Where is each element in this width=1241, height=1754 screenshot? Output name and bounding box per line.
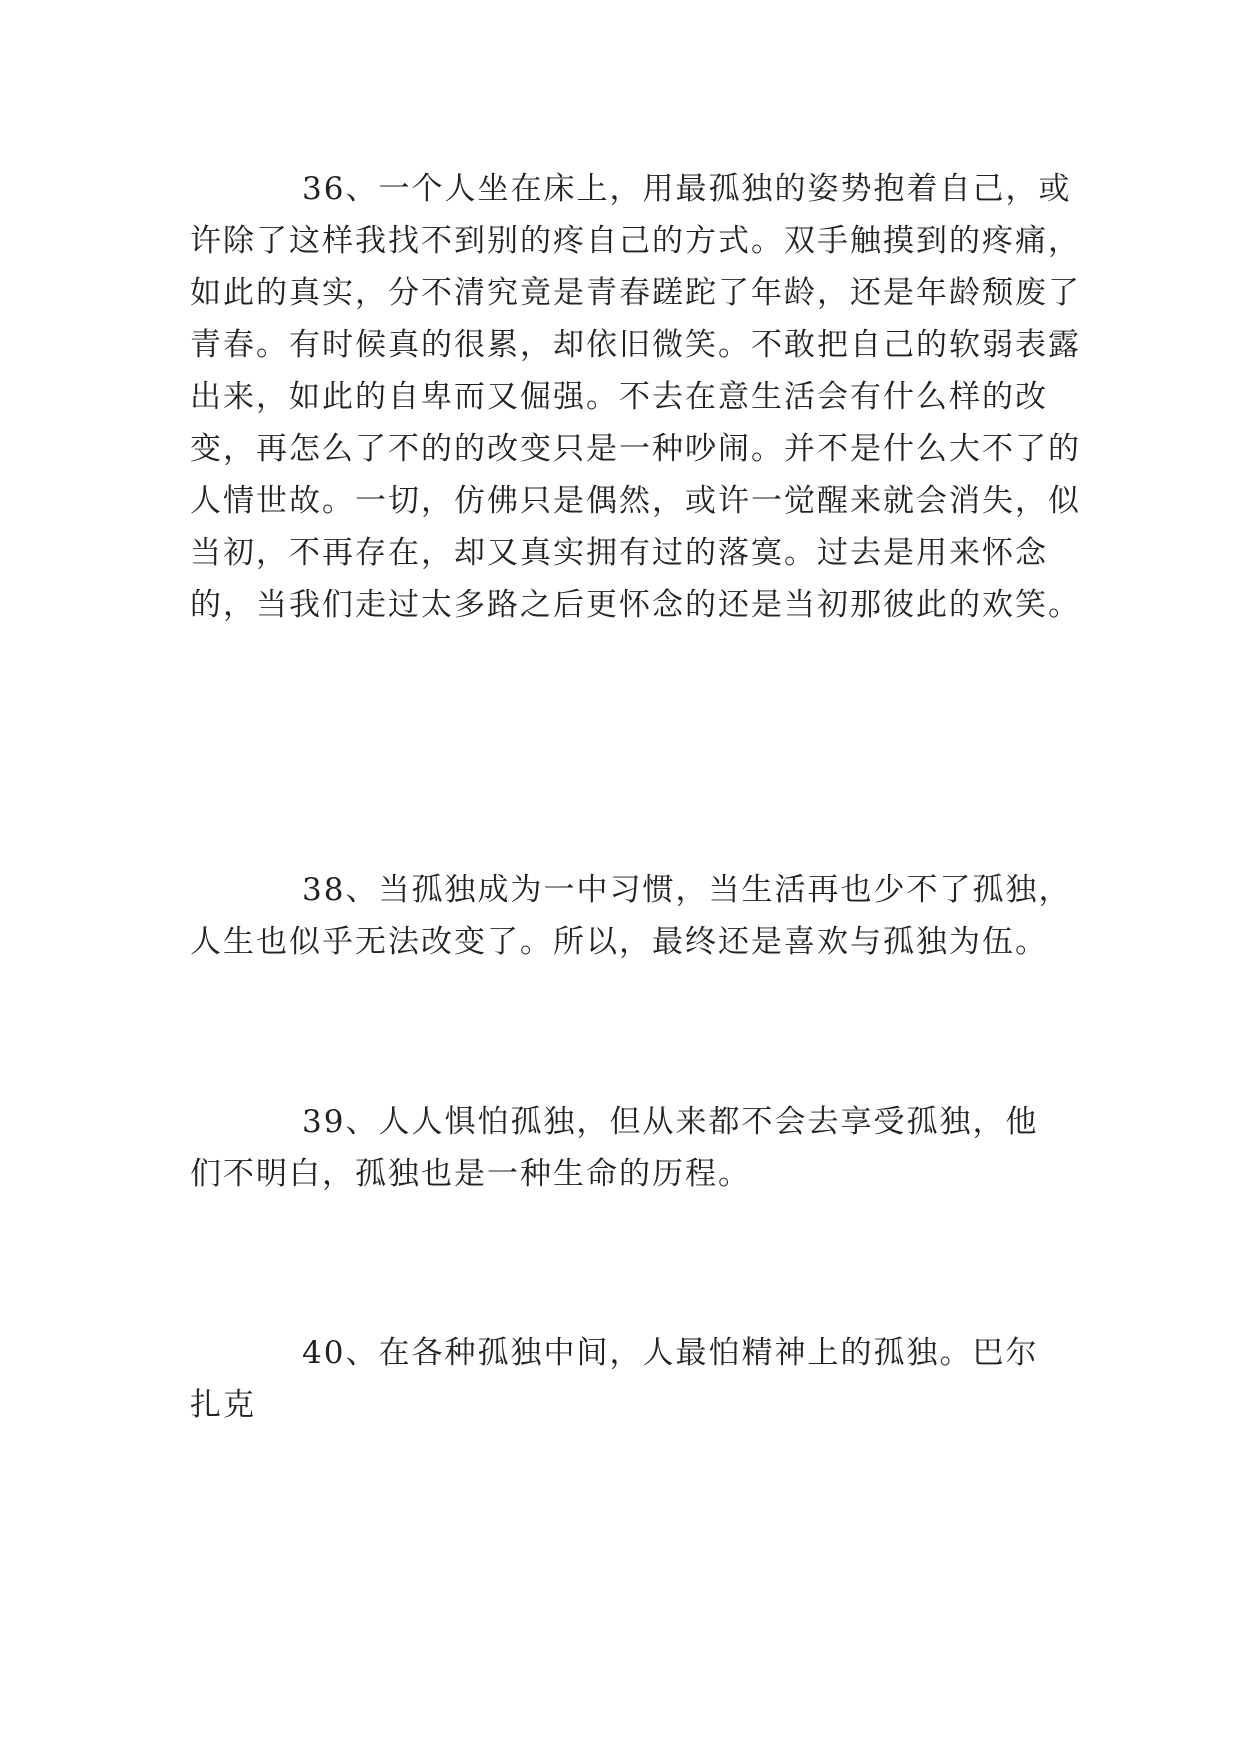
paragraph-36: 36、一个人坐在床上，用最孤独的姿势抱着自己，或许除了这样我找不到别的疼自己的方式。双手触摸到的疼痛，如此的真实，分不清究竟是青春蹉跎了年龄，还是年龄颓废了青春。有时候真的很累，却依旧微笑。不敢把自己的软弱表露出来，如此的自卑而又倔强。不去在意生活会有什么样的改变，再怎么了不的的改变只是一种吵闹。并不是什么大不了的人情世故。一切，仿佛只是偶然，或许一觉醒来就会消失，似当初，不再存在，却又真实拥有过的落寞。过去是用来怀念的，当我们走过太多路之后更怀念的还是当初那彼此的欢笑。 bbox=[190, 171, 1081, 623]
paragraph-38: 38、当孤独成为一中习惯，当生活再也少不了孤独，人生也似乎无法改变了。所以，最终还是喜欢与孤独为伍。 bbox=[190, 872, 1072, 960]
paragraph-40: 40、在各种孤独中间，人最怕精神上的孤独。巴尔扎克 bbox=[190, 1335, 1039, 1423]
paragraph-39: 39、人人惧怕孤独，但从来都不会去享受孤独，他们不明白，孤独也是一种生命的历程。 bbox=[190, 1104, 1039, 1192]
